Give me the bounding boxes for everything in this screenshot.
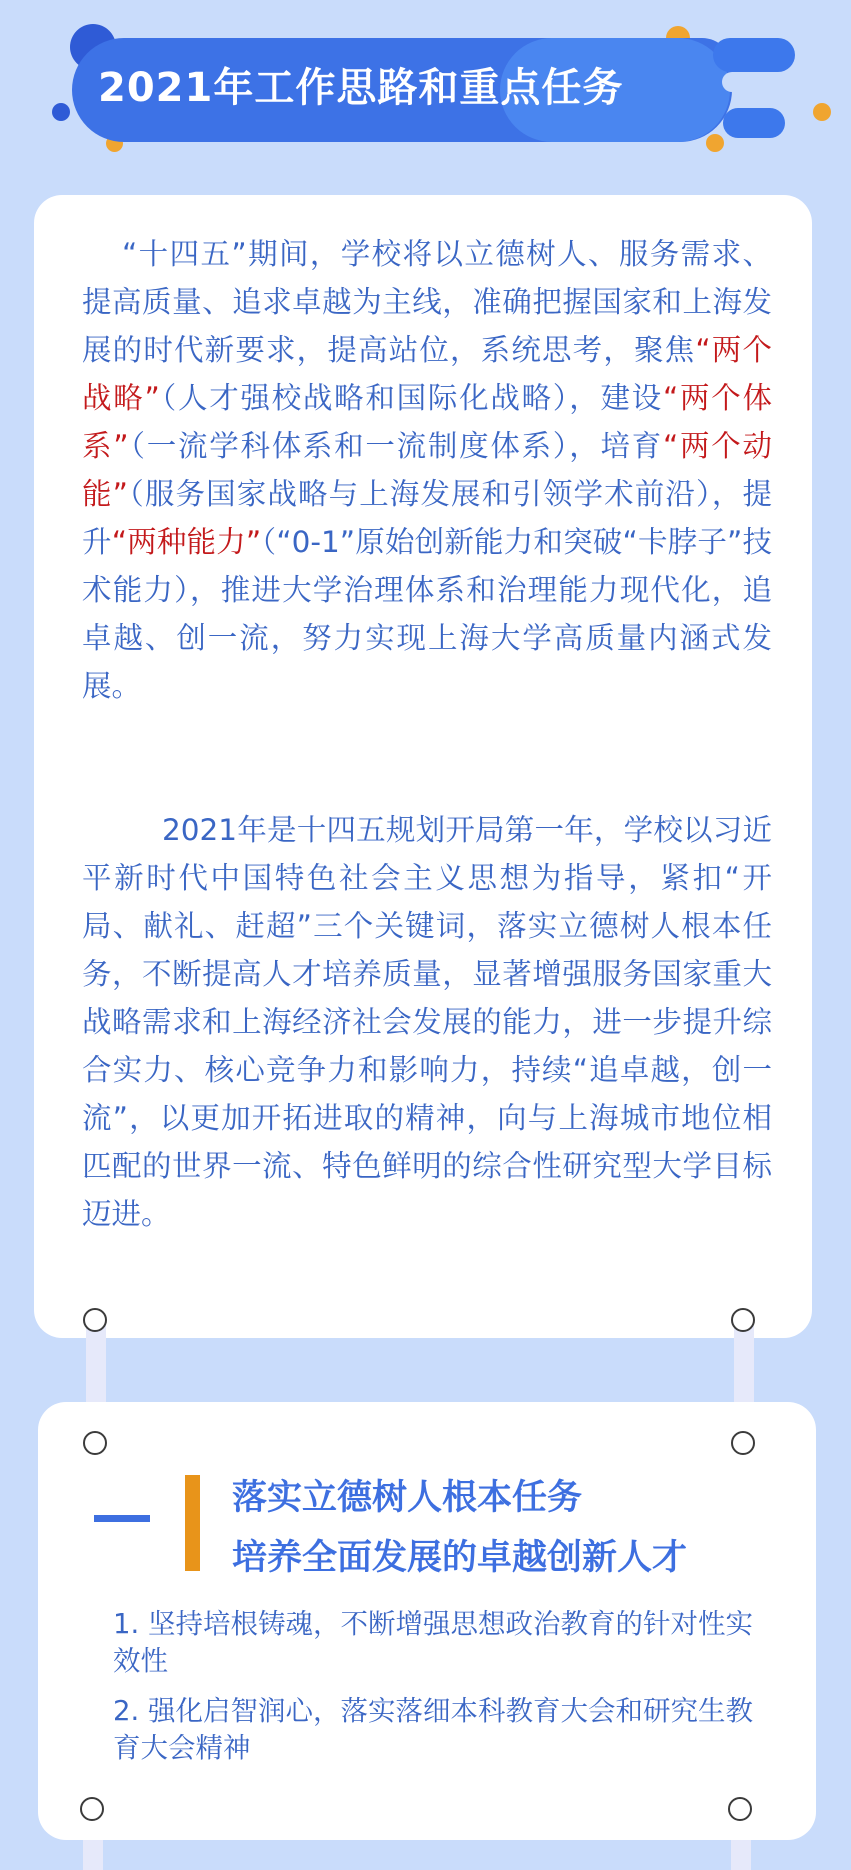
section-dash-marker — [94, 1515, 150, 1522]
highlight-phrase: “两个战略” — [82, 333, 772, 415]
decor-dot — [52, 103, 70, 121]
ring-icon — [731, 1308, 755, 1332]
section-accent-bar — [185, 1475, 200, 1571]
section-heading-line-1: 落实立德树人根本任务 — [232, 1478, 583, 1518]
intro-paragraph-2: 2021年是十四五规划开局第一年，学校以习近平新时代中国特色社会主义思想为指导，紧扣“开局、献礼、赶超”三个关键词，落实立德树人根本任务，不断提高人才培养质量，显著增强服务国家重大战略需求和上海经济社会发展的能力，进一步提升综合实力、核心竞争力和影响力，持续“追卓越，创一流”，以更加开拓进取的精神，向与上海城市地位相匹配的世界一流、特色鲜明的综合性研究型大学目标迈进。 — [82, 813, 772, 1231]
paragraph-text: （人才强校战略和国际化战略），建设 — [159, 381, 663, 415]
ring-icon — [731, 1431, 755, 1455]
ring-icon — [83, 1308, 107, 1332]
paragraph-text: （服务国家战略与上海发展和引领学术前沿），提升 — [82, 477, 772, 559]
decor-pill — [722, 72, 762, 92]
list-item: 1. 坚持培根铸魂，不断增强思想政治教育的针对性实效性 — [113, 1608, 753, 1677]
decor-pill — [723, 108, 785, 138]
page-title: 2021年工作思路和重点任务 — [98, 65, 624, 111]
highlight-phrase: “两个体系” — [82, 381, 772, 463]
paragraph-text: （一流学科体系和一流制度体系），培育 — [128, 429, 663, 463]
section-heading-line-2: 培养全面发展的卓越创新人才 — [232, 1538, 688, 1578]
highlight-phrase: “两种能力” — [111, 525, 262, 559]
list-item: 2. 强化启智润心，落实落细本科教育大会和研究生教育大会精神 — [113, 1695, 753, 1764]
paragraph-text: “十四五”期间，学校将以立德树人、服务需求、提高质量、追求卓越为主线，准确把握国家和上海发展的时代新要求，提高站位，系统思考，聚焦 — [82, 237, 772, 367]
decor-pill — [713, 38, 795, 72]
decor-dot — [706, 134, 724, 152]
intro-paragraph-1 — [82, 230, 772, 710]
paragraph-text: （“0-1”原始创新能力和突破“卡脖子”技术能力），推进大学治理体系和治理能力现代化，追卓越、创一流，努力实现上海大学高质量内涵式发展。 — [82, 525, 772, 703]
ring-icon — [728, 1797, 752, 1821]
highlight-phrase: “两个动能” — [82, 429, 772, 511]
ring-icon — [80, 1797, 104, 1821]
decor-dot — [813, 103, 831, 121]
ring-icon — [83, 1431, 107, 1455]
